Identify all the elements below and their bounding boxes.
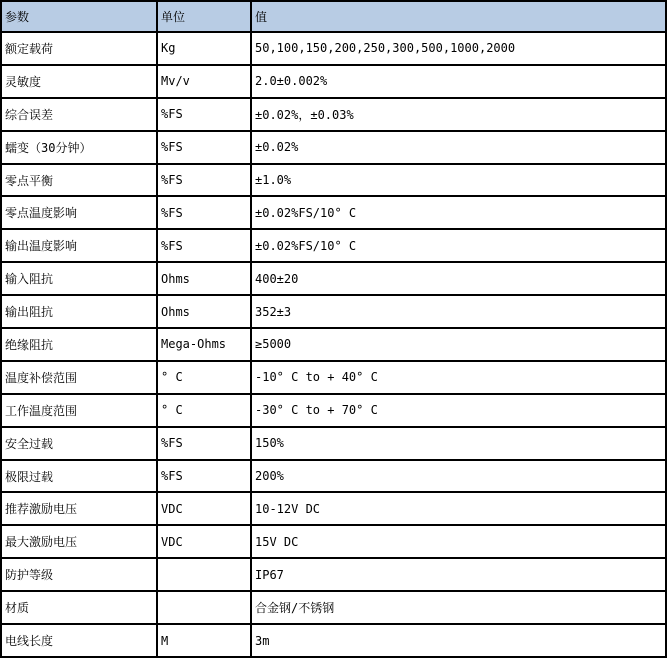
value-cell: 150% bbox=[251, 427, 666, 460]
unit-cell: %FS bbox=[157, 131, 251, 164]
param-cell: 极限过载 bbox=[1, 460, 157, 493]
param-cell: 零点平衡 bbox=[1, 164, 157, 197]
param-cell: 蠕变（30分钟） bbox=[1, 131, 157, 164]
param-cell: 灵敏度 bbox=[1, 65, 157, 98]
value-cell: ±0.02%FS/10° C bbox=[251, 196, 666, 229]
header-cell-unit: 单位 bbox=[157, 1, 251, 32]
param-cell: 输入阻抗 bbox=[1, 262, 157, 295]
param-cell: 温度补偿范围 bbox=[1, 361, 157, 394]
unit-cell: %FS bbox=[157, 164, 251, 197]
table-row bbox=[1, 427, 666, 460]
unit-cell: Ohms bbox=[157, 262, 251, 295]
param-cell: 输出阻抗 bbox=[1, 295, 157, 328]
value-cell: ±1.0% bbox=[251, 164, 666, 197]
param-cell: 输出温度影响 bbox=[1, 229, 157, 262]
unit-cell: M bbox=[157, 624, 251, 657]
table-row bbox=[1, 229, 666, 262]
value-cell: 2.0±0.002% bbox=[251, 65, 666, 98]
table-row bbox=[1, 361, 666, 394]
unit-cell: ° C bbox=[157, 394, 251, 427]
value-cell: -10° C to + 40° C bbox=[251, 361, 666, 394]
table-body bbox=[1, 32, 666, 657]
value-cell: ≥5000 bbox=[251, 328, 666, 361]
value-cell: 352±3 bbox=[251, 295, 666, 328]
param-cell: 最大激励电压 bbox=[1, 525, 157, 558]
table-row bbox=[1, 262, 666, 295]
value-cell: 200% bbox=[251, 460, 666, 493]
header-cell-param: 参数 bbox=[1, 1, 157, 32]
value-cell: ±0.02%，±0.03% bbox=[251, 98, 666, 131]
param-cell: 工作温度范围 bbox=[1, 394, 157, 427]
value-cell: 合金钢/不锈钢 bbox=[251, 591, 666, 624]
unit-cell: %FS bbox=[157, 98, 251, 131]
value-cell: 15V DC bbox=[251, 525, 666, 558]
unit-cell: %FS bbox=[157, 196, 251, 229]
param-cell: 材质 bbox=[1, 591, 157, 624]
unit-cell: ° C bbox=[157, 361, 251, 394]
unit-cell: VDC bbox=[157, 492, 251, 525]
table-row bbox=[1, 525, 666, 558]
param-cell: 安全过载 bbox=[1, 427, 157, 460]
table-row bbox=[1, 492, 666, 525]
param-cell: 零点温度影响 bbox=[1, 196, 157, 229]
table-row bbox=[1, 131, 666, 164]
table-row bbox=[1, 460, 666, 493]
value-cell: 50,100,150,200,250,300,500,1000,2000 bbox=[251, 32, 666, 65]
table-row bbox=[1, 98, 666, 131]
unit-cell bbox=[157, 591, 251, 624]
unit-cell: VDC bbox=[157, 525, 251, 558]
value-cell: IP67 bbox=[251, 558, 666, 591]
table-row bbox=[1, 558, 666, 591]
unit-cell: Mega-Ohms bbox=[157, 328, 251, 361]
unit-cell bbox=[157, 558, 251, 591]
unit-cell: Mv/v bbox=[157, 65, 251, 98]
table-row bbox=[1, 624, 666, 657]
table-row bbox=[1, 164, 666, 197]
table-row bbox=[1, 196, 666, 229]
value-cell: -30° C to + 70° C bbox=[251, 394, 666, 427]
table-row bbox=[1, 591, 666, 624]
unit-cell: Ohms bbox=[157, 295, 251, 328]
table-row bbox=[1, 328, 666, 361]
unit-cell: Kg bbox=[157, 32, 251, 65]
header-cell-value: 值 bbox=[251, 1, 666, 32]
unit-cell: %FS bbox=[157, 460, 251, 493]
unit-cell: %FS bbox=[157, 427, 251, 460]
param-cell: 综合误差 bbox=[1, 98, 157, 131]
table-row bbox=[1, 65, 666, 98]
param-cell: 推荐激励电压 bbox=[1, 492, 157, 525]
value-cell: 10-12V DC bbox=[251, 492, 666, 525]
table-row bbox=[1, 295, 666, 328]
table-row bbox=[1, 32, 666, 65]
value-cell: ±0.02%FS/10° C bbox=[251, 229, 666, 262]
param-cell: 绝缘阻抗 bbox=[1, 328, 157, 361]
param-cell: 电线长度 bbox=[1, 624, 157, 657]
value-cell: 400±20 bbox=[251, 262, 666, 295]
unit-cell: %FS bbox=[157, 229, 251, 262]
param-cell: 防护等级 bbox=[1, 558, 157, 591]
param-cell: 额定载荷 bbox=[1, 32, 157, 65]
table-row bbox=[1, 394, 666, 427]
value-cell: ±0.02% bbox=[251, 131, 666, 164]
value-cell: 3m bbox=[251, 624, 666, 657]
header-row bbox=[1, 1, 666, 32]
